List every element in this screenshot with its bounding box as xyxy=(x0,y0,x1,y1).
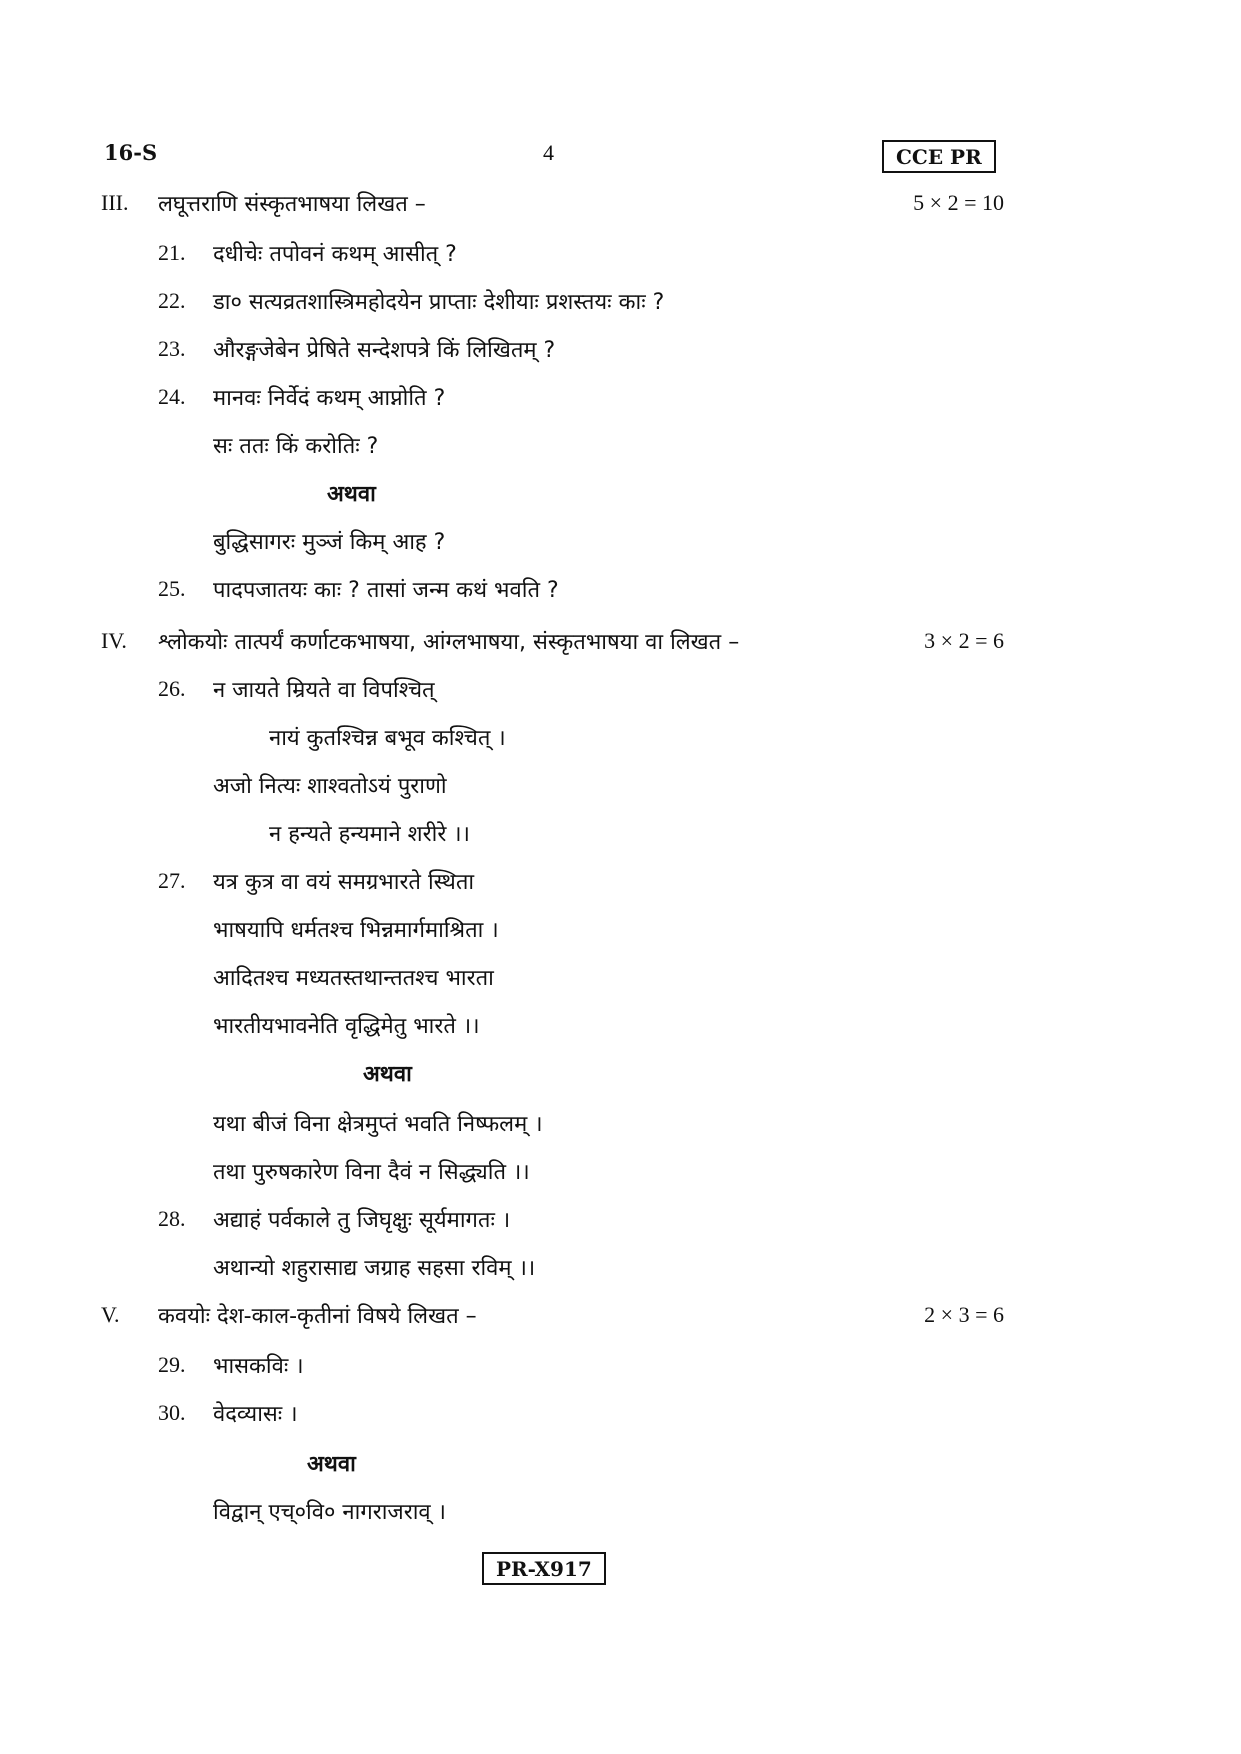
q24-text: मानवः निर्वेदं कथम् आप्नोति ? xyxy=(213,386,446,411)
q25-number: 25. xyxy=(158,576,186,601)
q23-text: औरङ्गजेबेन प्रेषिते सन्देशपत्रे किं लिखितम् ? xyxy=(213,338,556,363)
section-3-title: लघूत्तराणि संस्कृतभाषया लिखत – xyxy=(158,192,426,217)
q25-text: पादपजातयः काः ? तासां जन्म कथं भवति ? xyxy=(213,578,559,603)
q24-number: 24. xyxy=(158,384,186,409)
section-4-marks: 3 × 2 = 6 xyxy=(924,628,1004,653)
q28-number: 28. xyxy=(158,1206,186,1231)
or-label-2: अथवा xyxy=(363,1062,412,1087)
header-badge: CCE PR xyxy=(882,140,996,173)
q26-line-1: न जायते म्रियते वा विपश्चित् xyxy=(213,678,435,703)
q22-text: डा० सत्यव्रतशास्त्रिमहोदयेन प्राप्ताः देशीयाः प्रशस्तयः काः ? xyxy=(213,290,665,315)
q27-line-4: भारतीयभावनेति वृद्धिमेतु भारते ।। xyxy=(213,1014,480,1039)
section-5-title: कवयोः देश-काल-कृतीनां विषये लिखत – xyxy=(158,1304,477,1329)
section-3-numeral: III. xyxy=(101,190,129,215)
q30-alternative: विद्वान् एच्०वि० नागराजराव् । xyxy=(213,1500,446,1525)
section-3-marks: 5 × 2 = 10 xyxy=(913,190,1004,215)
q26-line-3: अजो नित्यः शाश्वतोऽयं पुराणो xyxy=(213,774,447,799)
q30-text: वेदव्यासः । xyxy=(213,1402,298,1427)
q27-line-2: भाषयापि धर्मतश्च भिन्नमार्गमाश्रिता । xyxy=(213,918,499,943)
q28-line-1: अद्याहं पर्वकाले तु जिघृक्षुः सूर्यमागतः । xyxy=(213,1208,511,1233)
q27-alternative-line-2: तथा पुरुषकारेण विना दैवं न सिद्ध्यति ।। xyxy=(213,1160,530,1185)
q27-number: 27. xyxy=(158,868,186,893)
q26-number: 26. xyxy=(158,676,186,701)
page-number: 4 xyxy=(543,140,554,165)
q29-text: भासकविः । xyxy=(213,1354,304,1379)
q30-number: 30. xyxy=(158,1400,186,1425)
footer-code: PR-X917 xyxy=(482,1552,606,1585)
q23-number: 23. xyxy=(158,336,186,361)
q27-line-3: आदितश्च मध्यतस्तथान्ततश्च भारता xyxy=(213,966,494,991)
q27-alternative-line-1: यथा बीजं विना क्षेत्रमुप्तं भवति निष्फलम् । xyxy=(213,1112,543,1137)
section-5-numeral: V. xyxy=(101,1302,120,1327)
or-label-1: अथवा xyxy=(327,482,376,507)
q26-line-4: न हन्यते हन्यमाने शरीरे ।। xyxy=(269,822,470,847)
q27-line-1: यत्र कुत्र वा वयं समग्रभारते स्थिता xyxy=(213,870,475,895)
section-4-numeral: IV. xyxy=(101,628,127,653)
section-4-title: श्लोकयोः तात्पर्यं कर्णाटकभाषया, आंग्लभाषया, संस्कृतभाषया वा लिखत – xyxy=(158,630,740,655)
subject-code: 16-S xyxy=(104,140,158,165)
q28-line-2: अथान्यो शहुरासाद्य जग्राह सहसा रविम् ।। xyxy=(213,1256,536,1281)
q21-text: दधीचेः तपोवनं कथम् आसीत् ? xyxy=(213,242,457,267)
or-label-3: अथवा xyxy=(307,1452,356,1477)
q22-number: 22. xyxy=(158,288,186,313)
section-5-marks: 2 × 3 = 6 xyxy=(924,1302,1004,1327)
q21-number: 21. xyxy=(158,240,186,265)
q26-line-2: नायं कुतश्चिन्न बभूव कश्चित् । xyxy=(269,726,506,751)
q24-alternative: बुद्धिसागरः मुञ्जं किम् आह ? xyxy=(213,530,446,555)
q24-line2: सः ततः किं करोतिः ? xyxy=(213,434,379,459)
q29-number: 29. xyxy=(158,1352,186,1377)
